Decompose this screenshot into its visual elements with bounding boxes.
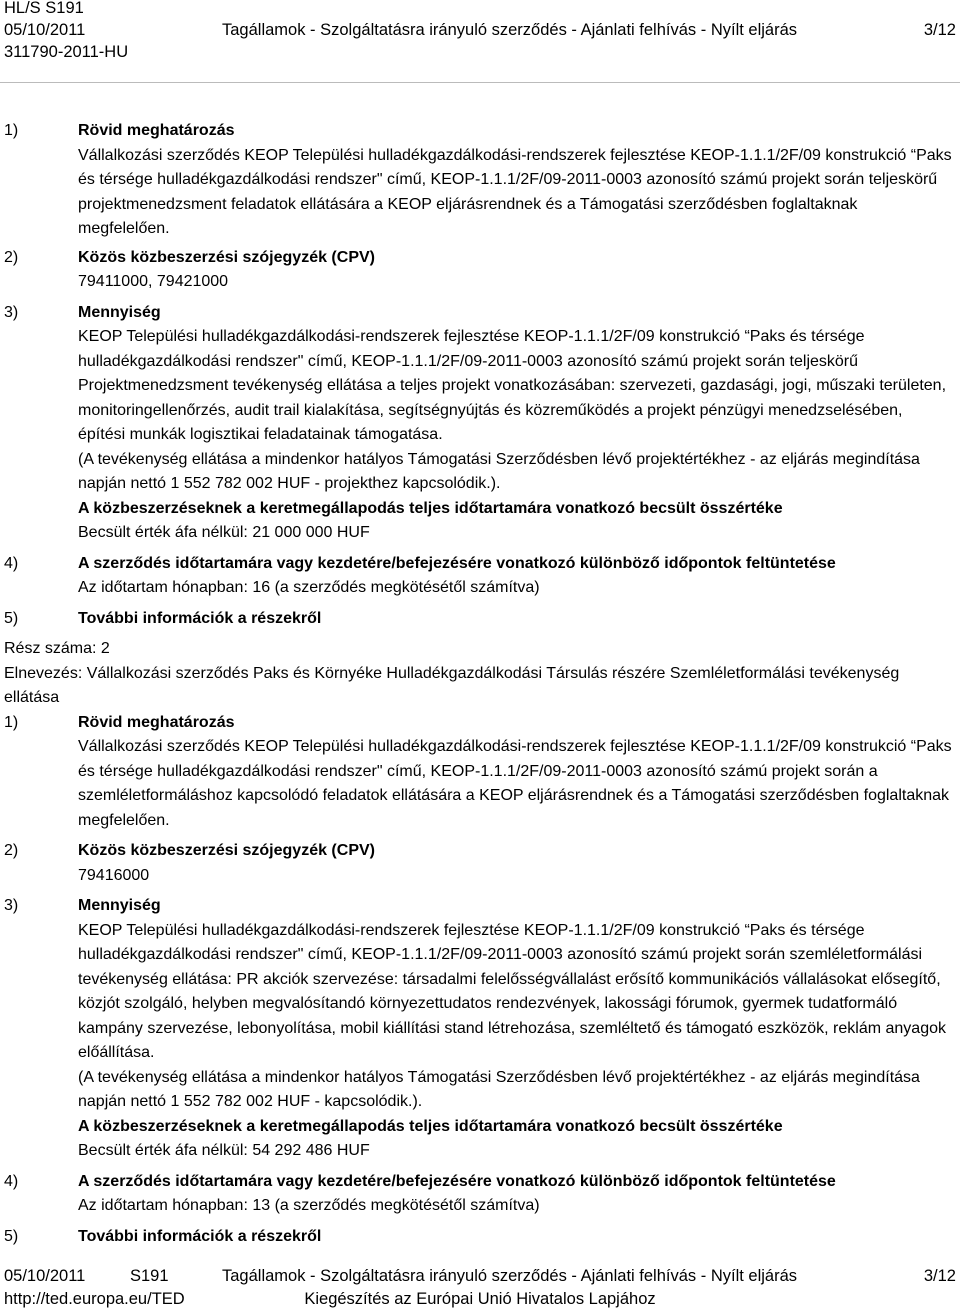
document-body: [4, 119, 952, 1249]
journal-id: HL/S S191: [4, 0, 84, 17]
section-heading: A szerződés időtartamára vagy kezdetére/befejezésére vonatkozó különböző időpontok feltüntetése: [78, 1172, 836, 1190]
section-duration: [4, 1170, 952, 1219]
section-number: 1): [4, 122, 19, 139]
section-cpv: [4, 839, 952, 888]
section-quantity: [4, 894, 952, 1164]
section-additional-info: [4, 1225, 952, 1250]
footer-url-link[interactable]: http://ted.europa.eu/TED: [4, 1290, 185, 1308]
section-additional-info: [4, 607, 952, 632]
section-number: 2): [4, 842, 19, 859]
header-title: Tagállamok - Szolgáltatásra irányuló szerződés - Ajánlati felhívás - Nyílt eljárás: [222, 21, 798, 39]
section-heading: További információk a részekről: [78, 1227, 322, 1245]
section-heading: Közös közbeszerzési szójegyzék (CPV): [78, 248, 375, 266]
section-number: 1): [4, 713, 19, 731]
section-heading: Mennyiség: [78, 897, 161, 914]
footer-page-number: 3/12: [923, 1267, 956, 1285]
page-header: [0, 0, 960, 68]
section-heading: Rövid meghatározás: [78, 122, 235, 139]
section-number: 3): [4, 897, 19, 914]
section-heading: Mennyiség: [78, 303, 161, 321]
section-short-description: [4, 119, 952, 242]
footer-supplement: Kiegészítés az Európai Unió Hivatalos Lapjához: [304, 1290, 656, 1308]
section-heading: Közös közbeszerzési szójegyzék (CPV): [78, 842, 375, 859]
section-quantity: [4, 301, 952, 546]
section-heading: Rövid meghatározás: [78, 713, 235, 731]
section-number: 2): [4, 248, 19, 266]
footer-title: Tagállamok - Szolgáltatásra irányuló szerződés - Ajánlati felhívás - Nyílt eljárás: [222, 1267, 798, 1285]
section-number: 5): [4, 609, 19, 627]
section-text: KEOP Települési hulladékgazdálkodási-rendszerek fejlesztése KEOP-1.1.1/2F/09 konstrukció “Paks és térsége hulladékgazdálkodási rendszer" című, KEOP-1.1.1/2F/09-2011-0003 azonosító számú projekt során szemléletformálási tevékenység ellátása: PR akciók szervezése: társadalmi felelősségvállalást erősítő kommunikációs vállalásokat elősegítő, közjót szolgáló, helyben megvalósítandó környezettudatos rendezvények, lakossági fórumok, gyermek tudatformáló kampány szervezése, lebonyolítása, mobil kiállítási stand létrehozása, szemléltető és támogató eszközök, reklám anyagok előállítása.: [78, 921, 946, 1061]
section-text: Vállalkozási szerződés KEOP Települési hulladékgazdálkodási-rendszerek fejlesztése KEOP-1.1.1/2F/09 konstrukció “Paks és térsége hulladékgazdálkodási rendszer" című, KEOP-1.1.1/2F/09-2011-0003 azonosító számú projekt során a szemléletformáláshoz kapcsolódó feladatok ellátására a KEOP eljárásrendnek és a Támogatási szerződésben foglaltaknak megfelelően.: [78, 738, 952, 829]
section-duration: [4, 552, 952, 601]
duration-text: Az időtartam hónapban: 13 (a szerződés megkötésétől számítva): [78, 1197, 540, 1214]
page-footer: [0, 1264, 960, 1311]
estimated-value-heading: A közbeszerzéseknek a keretmegállapodás teljes időtartamára vonatkozó becsült összértéke: [78, 499, 783, 517]
footer-code: S191: [130, 1267, 169, 1285]
header-page-number: 3/12: [923, 21, 956, 39]
footer-date: 05/10/2011: [4, 1267, 86, 1285]
header-divider: [0, 82, 960, 83]
duration-text: Az időtartam hónapban: 16 (a szerződés megkötésétől számítva): [78, 579, 540, 596]
section-cpv: [4, 246, 952, 295]
section-short-description: [4, 711, 952, 834]
lot-title: Elnevezés: Vállalkozási szerződés Paks és Környéke Hulladékgazdálkodási Társulás részére Szemléletformálási tevékenység ellátása: [4, 664, 900, 706]
section-heading: A szerződés időtartamára vagy kezdetére/befejezésére vonatkozó különböző időpontok feltüntetése: [78, 554, 836, 572]
cpv-codes: 79416000: [78, 866, 150, 884]
section-number: 4): [4, 1172, 19, 1190]
cpv-codes: 79411000, 79421000: [78, 273, 229, 290]
section-number: 3): [4, 303, 19, 321]
section-text-note: (A tevékenység ellátása a mindenkor hatályos Támogatási Szerződésben lévő projektértékhez - az eljárás megindítása napján nettó 1 552 782 002 HUF - projekthez kapcsolódik.).: [78, 450, 920, 492]
notice-number: 311790-2011-HU: [4, 43, 129, 61]
section-text: Vállalkozási szerződés KEOP Települési hulladékgazdálkodási-rendszerek fejlesztése KEOP-1.1.1/2F/09 konstrukció “Paks és térsége hulladékgazdálkodási rendszer" című, KEOP-1.1.1/2F/09-2011-0003 azonosító számú projekt során teljeskörű projektmenedzsment feladatok ellátására a KEOP eljárásrendnek és a Támogatási szerződésben foglaltaknak megfelelően.: [78, 146, 952, 237]
section-number: 5): [4, 1227, 19, 1245]
estimated-value-heading: A közbeszerzéseknek a keretmegállapodás teljes időtartamára vonatkozó becsült összértéke: [78, 1117, 783, 1135]
header-date: 05/10/2011: [4, 21, 86, 39]
estimated-value: Becsült érték áfa nélkül: 21 000 000 HUF: [78, 524, 370, 541]
section-heading: További információk a részekről: [78, 609, 322, 627]
estimated-value: Becsült érték áfa nélkül: 54 292 486 HUF: [78, 1142, 370, 1159]
lot-number: Rész száma: 2: [4, 640, 110, 657]
section-text-note: (A tevékenység ellátása a mindenkor hatályos Támogatási Szerződésben lévő projektértékhez - az eljárás megindítása napján nettó 1 552 782 002 HUF - kapcsolódik.).: [78, 1068, 920, 1110]
section-text: KEOP Települési hulladékgazdálkodási-rendszerek fejlesztése KEOP-1.1.1/2F/09 konstrukció “Paks és térsége hulladékgazdálkodási rendszer" című, KEOP-1.1.1/2F/09-2011-0003 azonosító számú projekt során teljeskörű Projektmenedzsment tevékenység ellátása a teljes projekt vonatkozásában: szervezeti, gazdasági, jogi, műszaki területen, monitoringellenőrzés, audit trail kialakítása, segítségnyújtás és közreműködés a projekt pénzügyi menedzselésében, építési munkák logisztikai feladatainak támogatása.: [78, 328, 947, 443]
section-number: 4): [4, 554, 19, 572]
